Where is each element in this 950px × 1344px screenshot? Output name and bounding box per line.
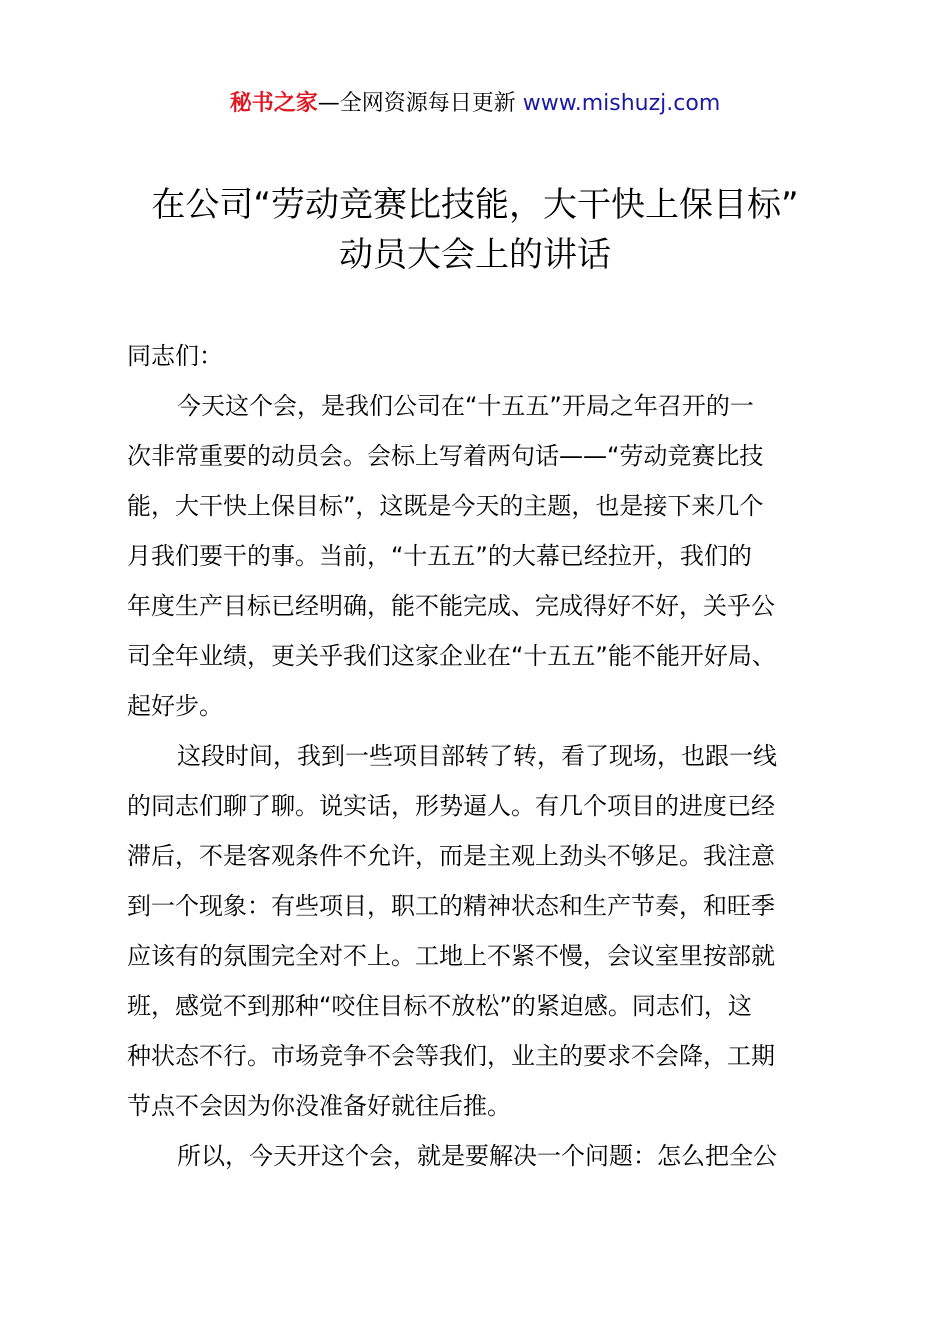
site-header — [0, 88, 950, 120]
paragraph-line: 起好步。 — [127, 692, 223, 720]
paragraph-line: 节点不会因为你没准备好就往后推。 — [127, 1092, 511, 1120]
brand-name: 秘书之家 — [229, 91, 318, 116]
paragraph-line: 所以，今天开这个会，就是要解决一个问题：怎么把全公 — [177, 1142, 777, 1170]
paragraph-line: 的同志们聊了聊。说实话，形势逼人。有几个项目的进度已经 — [127, 792, 775, 820]
paragraph-line: 今天这个会，是我们公司在“十五五”开局之年召开的一 — [177, 392, 754, 420]
paragraph-line: 到一个现象：有些项目，职工的精神状态和生产节奏，和旺季 — [127, 892, 775, 920]
document-title — [60, 180, 890, 280]
salutation: 同志们： — [127, 342, 223, 370]
title-line-2: 动员大会上的讲话 — [339, 235, 611, 275]
paragraph-line: 种状态不行。市场竞争不会等我们，业主的要求不会降，工期 — [127, 1042, 775, 1070]
paragraph-2 — [127, 731, 832, 1131]
paragraph-3 — [127, 1131, 832, 1181]
paragraph-line: 这段时间，我到一些项目部转了转，看了现场，也跟一线 — [177, 742, 777, 770]
paragraph-line: 班，感觉不到那种“咬住目标不放松”的紧迫感。同志们，这 — [127, 992, 752, 1020]
site-url-link[interactable]: www.mishuzj.com — [522, 91, 721, 116]
paragraph-line: 月我们要干的事。当前，“十五五”的大幕已经拉开，我们的 — [127, 542, 752, 570]
header-tagline: —全网资源每日更新 — [317, 91, 523, 116]
title-line-1: 在公司“劳动竞赛比技能，大干快上保目标” — [151, 185, 799, 225]
document-body — [127, 331, 832, 1181]
paragraph-line: 年度生产目标已经明确，能不能完成、完成得好不好，关乎公 — [127, 592, 775, 620]
paragraph-line: 能，大干快上保目标”，这既是今天的主题，也是接下来几个 — [127, 492, 764, 520]
paragraph-line: 应该有的氛围完全对不上。工地上不紧不慢，会议室里按部就 — [127, 942, 775, 970]
paragraph-1 — [127, 381, 832, 731]
paragraph-line: 司全年业绩，更关乎我们这家企业在“十五五”能不能开好局、 — [127, 642, 776, 670]
paragraph-line: 次非常重要的动员会。会标上写着两句话——“劳动竞赛比技 — [127, 442, 764, 470]
paragraph-line: 滞后，不是客观条件不允许，而是主观上劲头不够足。我注意 — [127, 842, 775, 870]
